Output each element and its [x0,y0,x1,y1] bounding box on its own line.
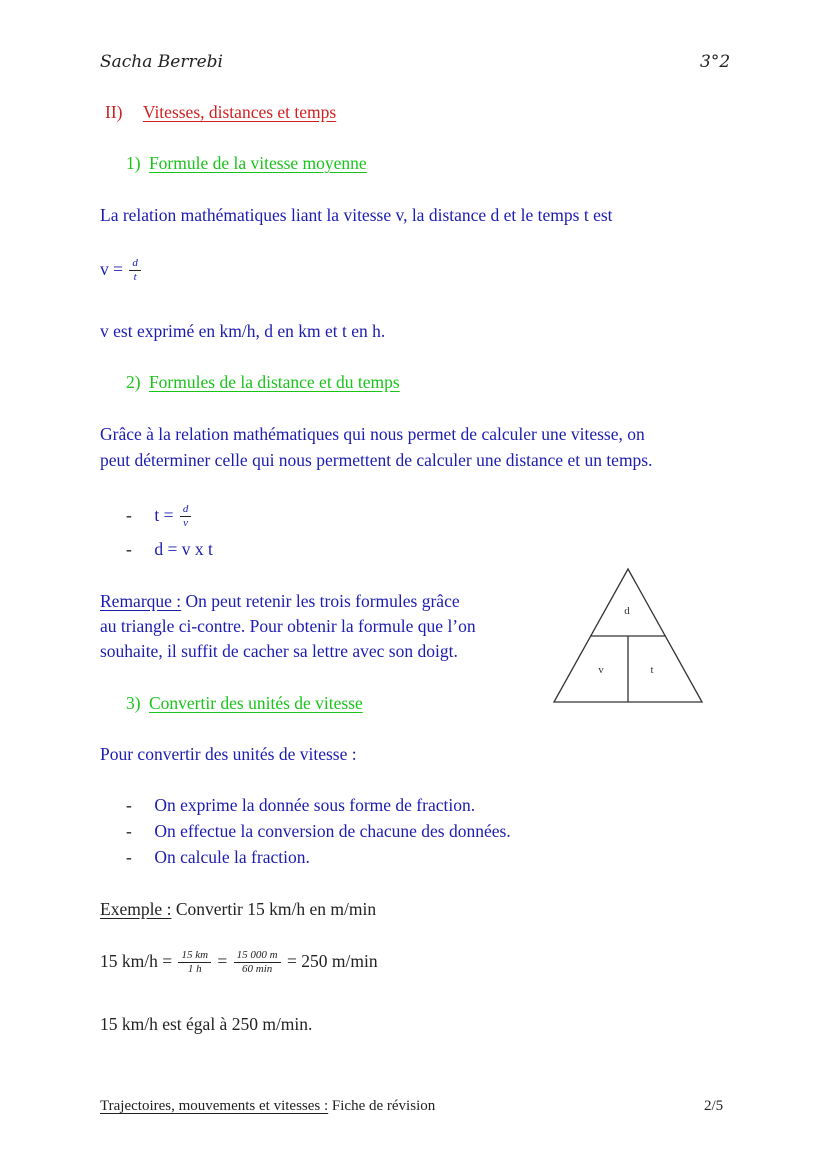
fraction-denominator: 60 min [242,963,273,976]
list-dash: - [126,795,132,815]
example-conclusion: 15 km/h est égal à 250 m/min. [100,1014,313,1034]
list-dash: - [126,539,132,559]
author-name: Sacha Berrebi [100,52,223,72]
fraction-d-over-v [180,503,192,530]
formula-velocity-lhs: v = [100,259,123,279]
formula-list-item-d [126,536,213,562]
list-dash: - [126,847,132,867]
triangle-label-t: t [650,664,654,676]
triangle-label-d: d [624,605,630,617]
class-label: 3°2 [700,52,731,72]
fraction-denominator: v [183,517,189,530]
subheading-2-number: 2) [126,372,141,392]
fraction-numerator: d [180,503,192,517]
subheading-1 [126,150,367,176]
remark-line3: souhaite, il suffit de cacher sa lettre avec son doigt. [100,641,458,661]
subheading-3-number: 3) [126,693,141,713]
step-list-item [126,818,511,844]
example-line [100,896,376,922]
step-list-item [126,844,310,870]
section-number: II) [105,102,123,122]
example-rhs: = 250 m/min [287,951,378,971]
subheading-1-number: 1) [126,153,141,173]
footer-text: Fiche de révision [331,1098,436,1114]
subheading-2-title: Formules de la distance et du temps [148,372,400,392]
fraction-denominator: t [133,271,137,284]
fraction-d-over-t [129,257,141,284]
fraction-numerator: d [129,257,141,271]
section-title: Vitesses, distances et temps [142,102,337,122]
footer-link[interactable]: Trajectoires, mouvements et vitesses : [100,1098,329,1114]
triangle-label-v: v [598,664,604,676]
list-dash: - [126,505,132,525]
step-text: On effectue la conversion de chacune des données. [154,821,511,841]
formula-velocity [100,256,143,284]
example-label: Exemple : [100,899,172,919]
remark-line2: au triangle ci-contre. Pour obtenir la formule que l’on [100,616,476,636]
dvt-triangle-diagram [550,566,710,708]
example-text: Convertir 15 km/h en m/min [175,899,377,919]
page-number: 2/5 [704,1098,724,1114]
fraction-15km-over-1h [178,949,211,976]
step-text: On exprime la donnée sous forme de fraction. [154,795,476,815]
units-line: v est exprimé en km/h, d en km et t en h. [100,321,386,341]
fraction-denominator: 1 h [187,963,202,976]
example-equals: = [217,951,228,971]
step-list-item [126,792,475,818]
fraction-numerator: 15 km [178,949,211,963]
fraction-15000m-over-60min [234,949,281,976]
subheading-1-title: Formule de la vitesse moyenne [148,153,367,173]
remark-label: Remarque : [100,591,182,611]
example-conversion [100,948,378,976]
remark-text: On peut retenir les trois formules grâce [185,591,460,611]
section-heading [105,99,336,125]
subheading-3 [126,690,363,716]
subheading-3-title: Convertir des unités de vitesse [148,693,363,713]
paragraph-convert: Pour convertir des unités de vitesse : [100,744,357,764]
remark-line1 [100,588,460,614]
footer [100,1098,435,1115]
formula-t-lhs: t = [154,505,174,525]
paragraph-grace-line2: peut déterminer celle qui nous permettent de calculer une distance et un temps. [100,450,653,470]
subheading-2 [126,369,400,395]
step-text: On calcule la fraction. [154,847,310,867]
formula-d: d = v x t [154,539,213,559]
example-lhs: 15 km/h = [100,951,173,971]
paragraph-grace-line1: Grâce à la relation mathématiques qui nous permet de calculer une vitesse, on [100,424,645,444]
fraction-numerator: 15 000 m [234,949,281,963]
list-dash: - [126,821,132,841]
paragraph-relation: La relation mathématiques liant la vitesse v, la distance d et le temps t est [100,205,613,225]
formula-list-item-t [126,502,193,530]
